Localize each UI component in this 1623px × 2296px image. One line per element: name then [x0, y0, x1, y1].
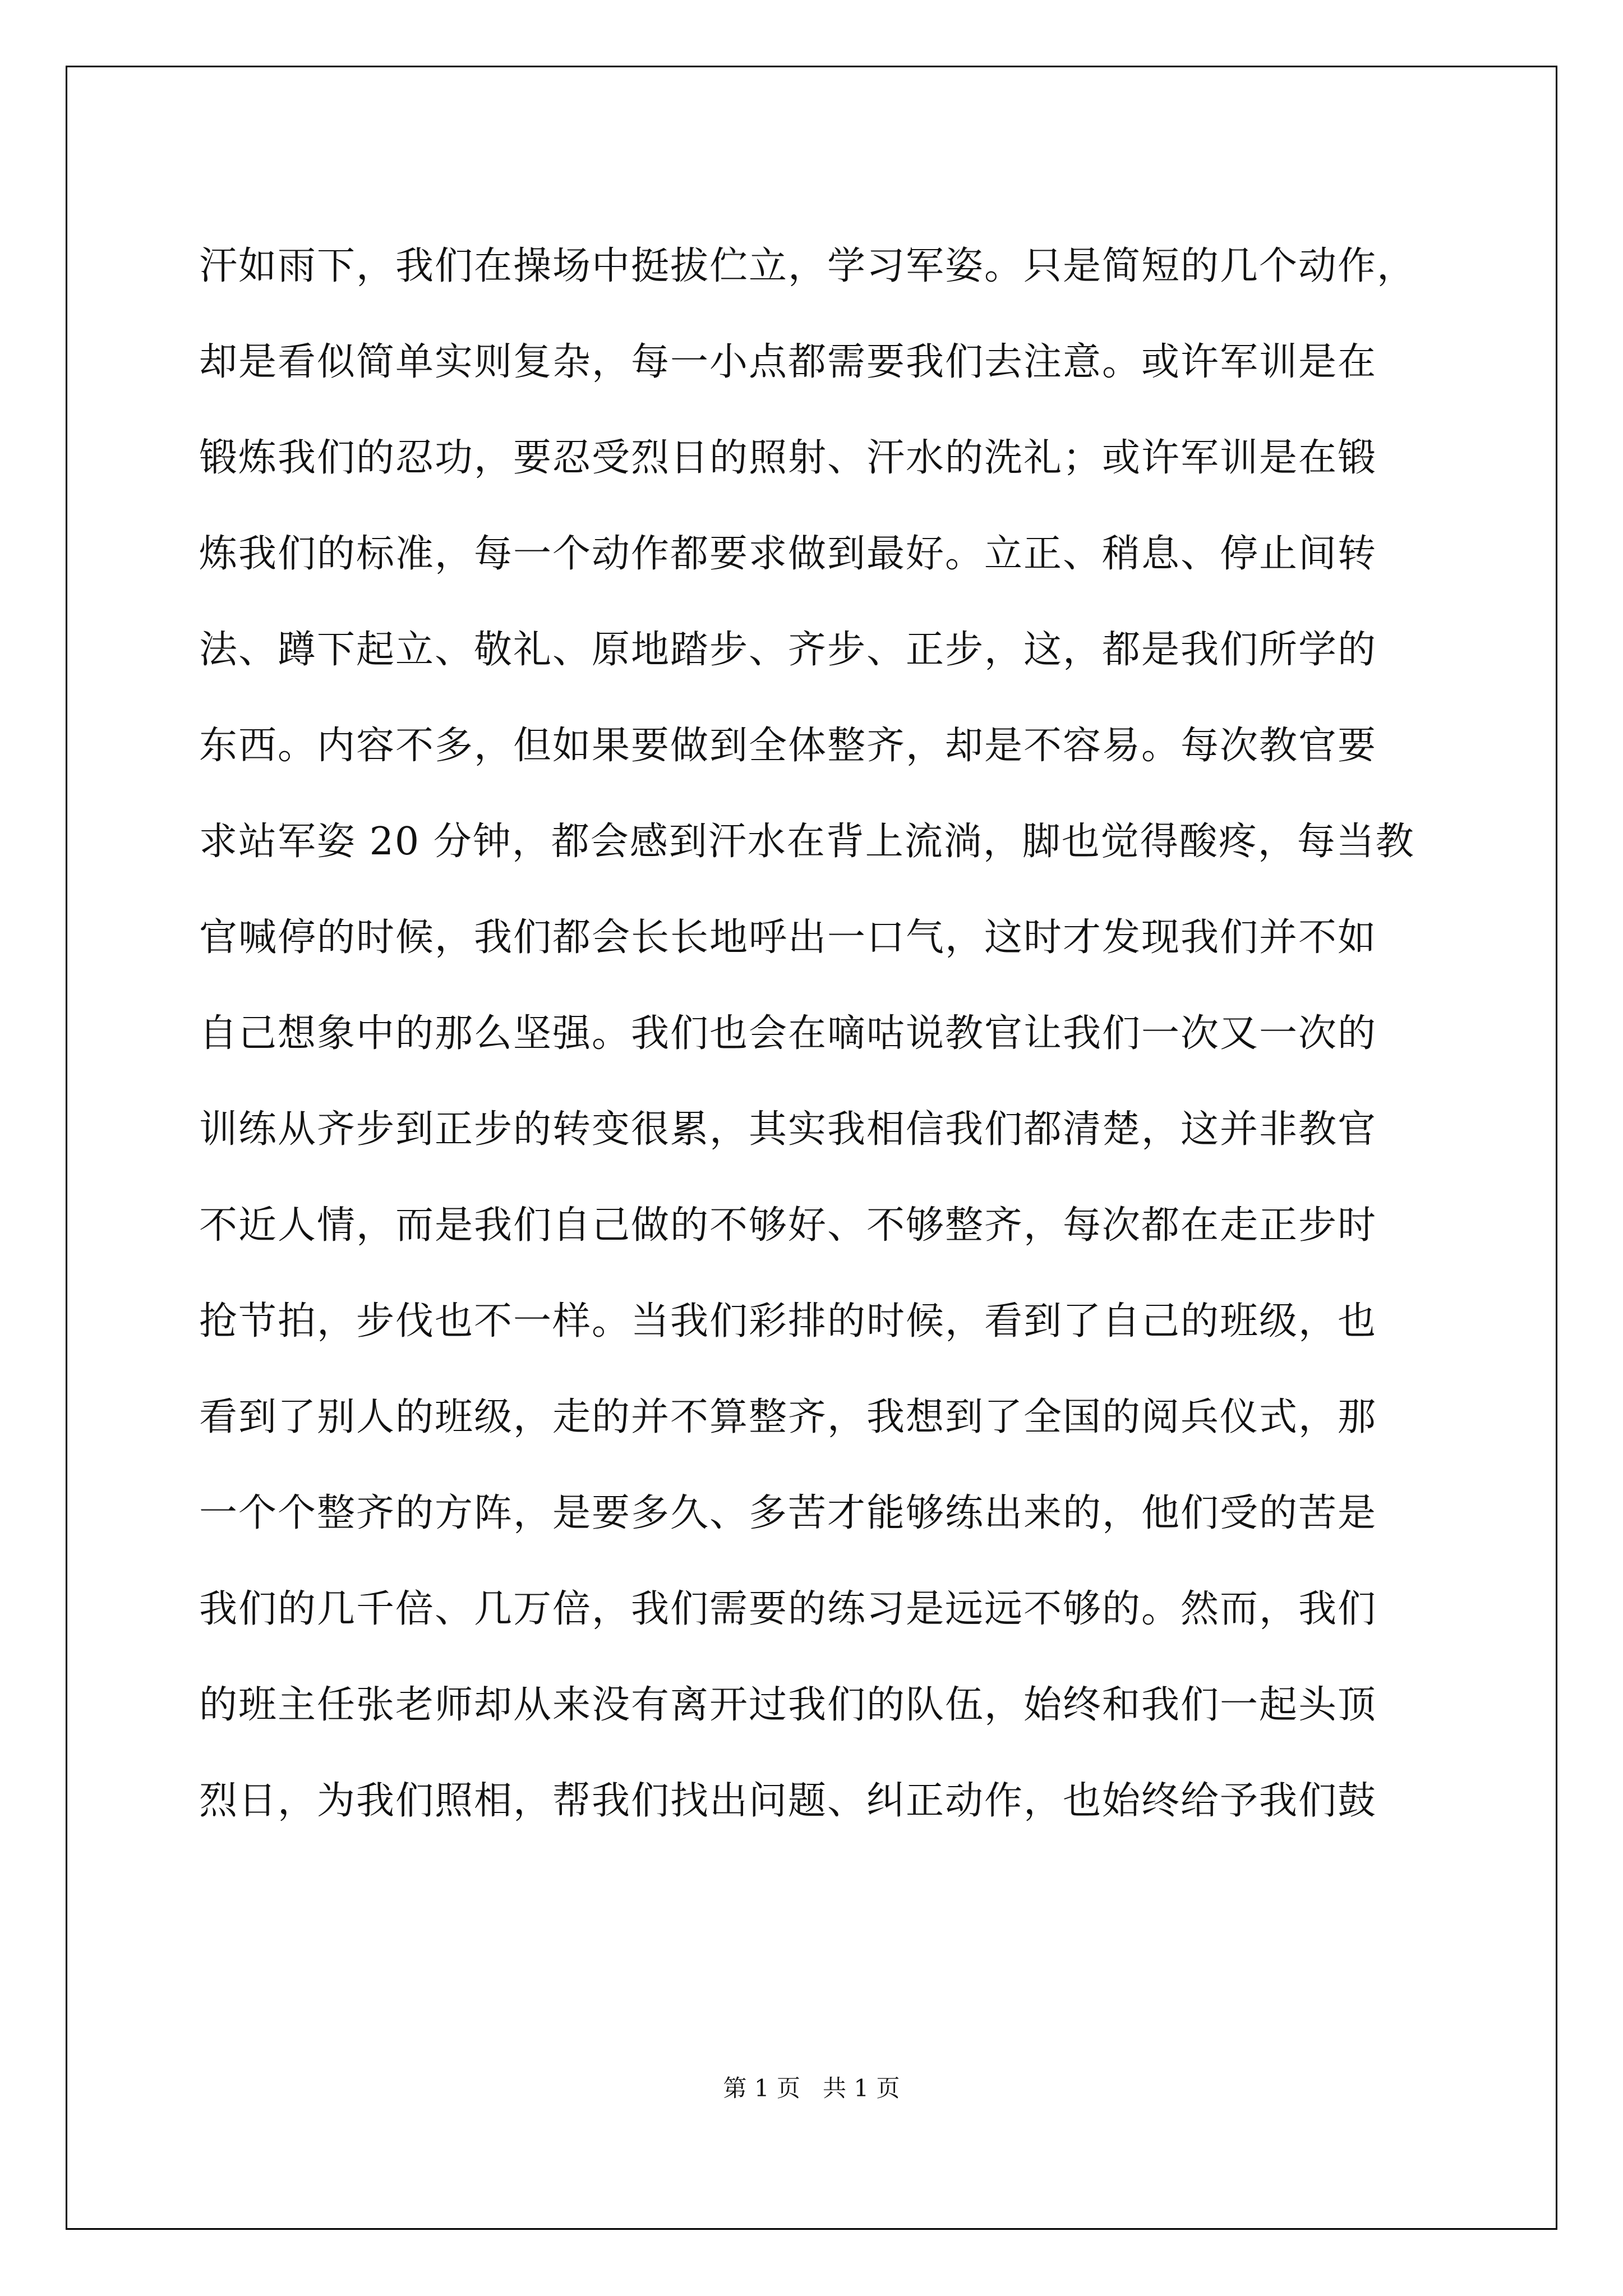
- text-line: 训练从齐步到正步的转变很累，其实我相信我们都清楚，这并非教官: [199, 1107, 1377, 1152]
- text-line: 却是看似简单实则复杂，每一小点都需要我们去注意。或许军训是在: [199, 340, 1377, 384]
- text-line: 抢节拍，步伐也不一样。当我们彩排的时候，看到了自己的班级，也: [199, 1299, 1377, 1343]
- text-line: 锻炼我们的忍功，要忍受烈日的照射、汗水的洗礼；或许军训是在锻: [199, 436, 1377, 480]
- text-line: 汗如雨下，我们在操场中挺拔伫立，学习军姿。只是简短的几个动作，: [199, 244, 1417, 288]
- page-number-footer: 第 1 页 共 1 页: [723, 2074, 900, 2102]
- text-line: 烈日，为我们照相，帮我们找出问题、纠正动作，也始终给予我们鼓: [199, 1779, 1377, 1823]
- text-line: 的班主任张老师却从来没有离开过我们的队伍，始终和我们一起头顶: [199, 1683, 1377, 1727]
- text-line: 一个个整齐的方阵，是要多久、多苦才能够练出来的，他们受的苦是: [199, 1491, 1377, 1535]
- text-line: 东西。内容不多，但如果要做到全体整齐，却是不容易。每次教官要: [199, 724, 1377, 768]
- text-line: 炼我们的标准，每一个动作都要求做到最好。立正、稍息、停止间转: [199, 532, 1377, 576]
- body-text: [199, 218, 1433, 1849]
- text-line: 我们的几千倍、几万倍，我们需要的练习是远远不够的。然而，我们: [199, 1587, 1377, 1631]
- text-line: 官喊停的时候，我们都会长长地呼出一口气，这时才发现我们并不如: [199, 915, 1377, 960]
- text-line: 求站军姿 20 分钟，都会感到汗水在背上流淌，脚也觉得酸疼，每当教: [199, 820, 1415, 864]
- text-line: 法、蹲下起立、敬礼、原地踏步、齐步、正步，这，都是我们所学的: [199, 628, 1377, 672]
- text-line: 不近人情，而是我们自己做的不够好、不够整齐，每次都在走正步时: [199, 1203, 1377, 1248]
- text-line: 看到了别人的班级，走的并不算整齐，我想到了全国的阅兵仪式，那: [199, 1395, 1377, 1439]
- text-line: 自己想象中的那么坚强。我们也会在嘀咕说教官让我们一次又一次的: [199, 1011, 1377, 1056]
